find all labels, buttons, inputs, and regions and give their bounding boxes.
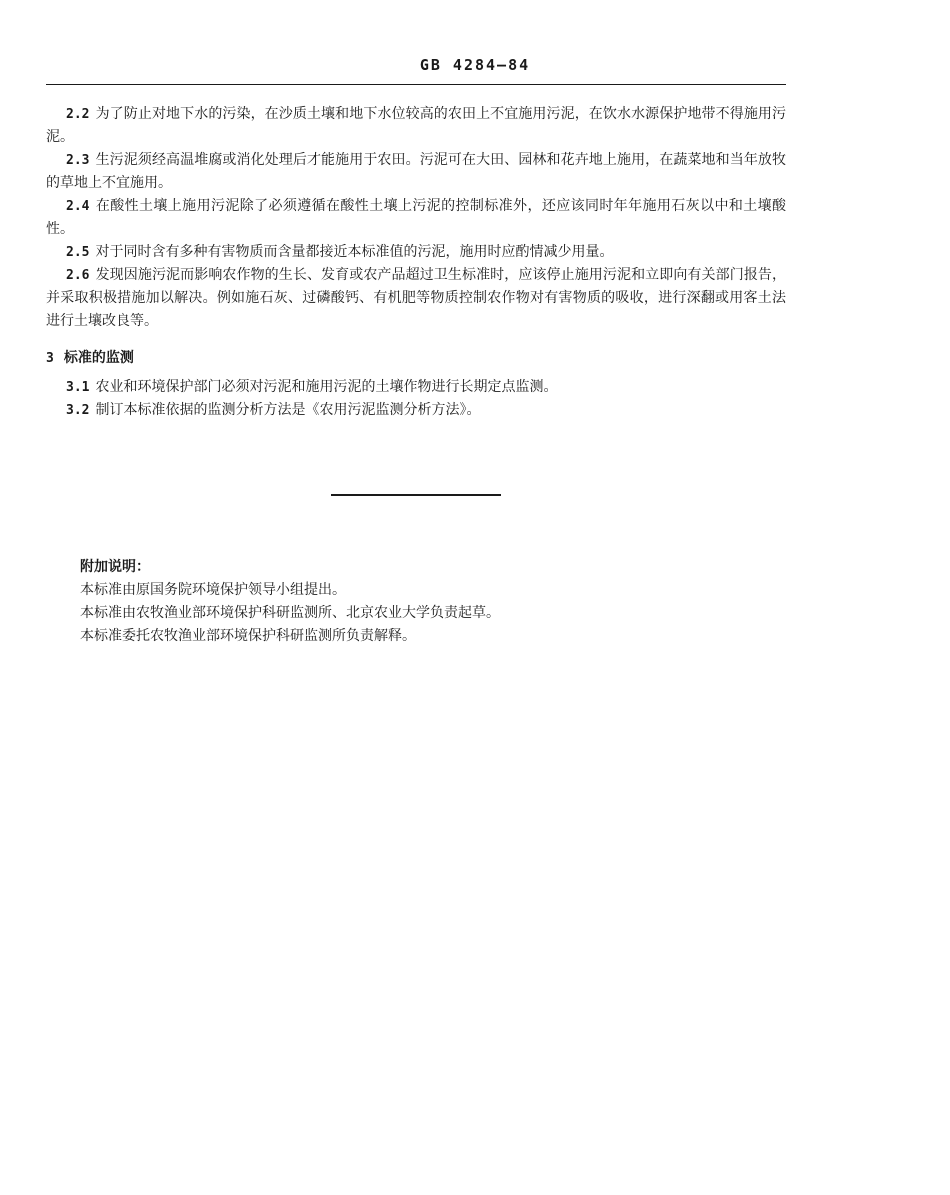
document-body — [46, 103, 786, 422]
clause-number: 2.2 — [66, 107, 90, 122]
note-line: 本标准委托农牧渔业部环境保护科研监测所负责解释。 — [80, 628, 416, 644]
clause-2-6 — [46, 264, 786, 333]
clause-2-5 — [46, 241, 786, 264]
clause-number: 2.5 — [66, 245, 90, 260]
clause-text: 生污泥须经高温堆腐或消化处理后才能施用于农田。污泥可在大田、园林和花卉地上施用，在蔬菜地和当年放牧的草地上不宜施用。 — [46, 152, 786, 191]
clause-2-3 — [46, 149, 786, 195]
additional-notes — [80, 556, 780, 648]
clause-text: 农业和环境保护部门必须对污泥和施用污泥的土壤作物进行长期定点监测。 — [95, 379, 558, 395]
clause-text: 为了防止对地下水的污染，在沙质土壤和地下水位较高的农田上不宜施用污泥，在饮水水源保护地带不得施用污泥。 — [46, 106, 786, 145]
clause-text: 在酸性土壤上施用污泥除了必须遵循在酸性土壤上污泥的控制标准外，还应该同时年年施用石灰以中和土壤酸性。 — [46, 198, 786, 237]
clause-text: 制订本标准依据的监测分析方法是《农用污泥监测分析方法》。 — [95, 402, 481, 418]
clause-2-2 — [46, 103, 786, 149]
section-number: 3 — [46, 351, 54, 366]
clause-number: 2.3 — [66, 153, 90, 168]
clause-text: 对于同时含有多种有害物质而含量都接近本标准值的污泥，施用时应酌情减少用量。 — [95, 244, 614, 260]
note-line: 本标准由原国务院环境保护领导小组提出。 — [80, 582, 346, 598]
end-of-text-rule — [331, 494, 501, 496]
clause-number: 2.6 — [66, 268, 90, 283]
clause-3-1 — [46, 376, 786, 399]
header-rule — [46, 84, 786, 85]
clause-number: 3.2 — [66, 403, 90, 418]
note-line: 本标准由农牧渔业部环境保护科研监测所、北京农业大学负责起草。 — [80, 605, 500, 621]
clause-2-4 — [46, 195, 786, 241]
section-3-heading — [46, 347, 786, 370]
notes-title: 附加说明： — [80, 559, 150, 575]
clause-number: 2.4 — [66, 199, 90, 214]
section-title: 标准的监测 — [63, 350, 134, 366]
standard-code-header: GB 4284—84 — [419, 56, 531, 74]
clause-number: 3.1 — [66, 380, 90, 395]
clause-text: 发现因施污泥而影响农作物的生长、发育或农产品超过卫生标准时，应该停止施用污泥和立即向有关部门报告，并采取积极措施加以解决。例如施石灰、过磷酸钙、有机肥等物质控制农作物对有害物质的吸收，进行深翻或用客土法进行土壤改良等。 — [46, 267, 786, 329]
clause-3-2 — [46, 399, 786, 422]
